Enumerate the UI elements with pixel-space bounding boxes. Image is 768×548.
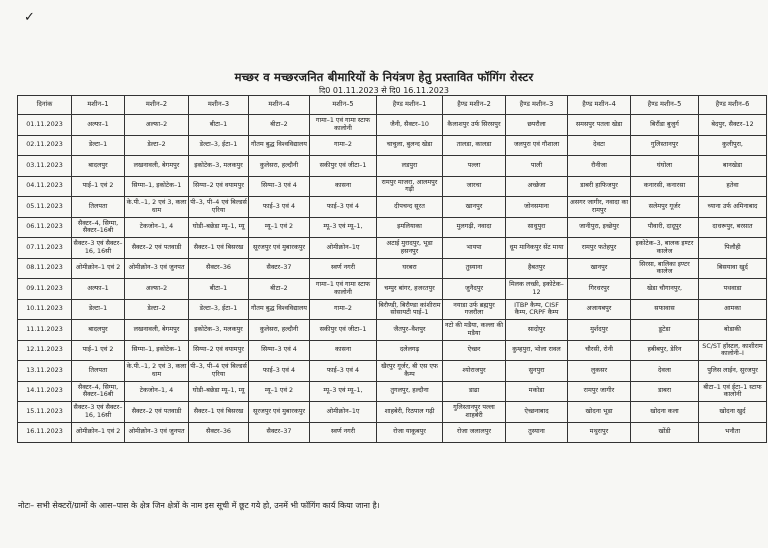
area-cell: अल्फा–2 bbox=[125, 279, 189, 300]
area-cell: दाधरूपुर, बरसात bbox=[699, 217, 767, 238]
area-cell: खानपुर bbox=[443, 197, 506, 218]
table-row bbox=[18, 238, 767, 259]
column-header: मशीन–4 bbox=[249, 96, 310, 115]
area-cell: रामपुर फतेहपुर bbox=[568, 238, 631, 259]
area-cell: के.पी.–1, 2 एवं 3, कला धाम bbox=[125, 361, 189, 382]
area-cell: चौरसी, रोनी bbox=[568, 340, 631, 361]
area-cell: बिरौंडा बुजुर्ग bbox=[631, 115, 699, 136]
area-cell: कासना bbox=[310, 340, 377, 361]
area-cell: नयाडा उर्फ ब्रह्मपुर गजरौला bbox=[443, 299, 506, 320]
area-cell: कुलेसरा, हल्दौनी bbox=[249, 156, 310, 177]
area-cell: पी–3, पी–4 एवं बिल्डर्स एरिया bbox=[189, 197, 249, 218]
area-cell: साधुपुरा bbox=[506, 217, 568, 238]
corner-tick-mark: ✓ bbox=[24, 10, 35, 25]
area-cell: तिलपता bbox=[72, 361, 125, 382]
area-cell: आमका bbox=[699, 299, 767, 320]
area-cell: खेडा चौगानपुर, bbox=[631, 279, 699, 300]
area-cell: अजायबपुर bbox=[568, 299, 631, 320]
table-row bbox=[18, 217, 767, 238]
column-header: मशीन–2 bbox=[125, 96, 189, 115]
document-title: मच्छर व मच्छरजनित बीमारियों के नियंत्रण हेतु प्रस्तावित फॉगिंग रोस्टर bbox=[234, 70, 534, 84]
area-cell: कासना bbox=[310, 176, 377, 197]
area-cell: दलेलगढ़ bbox=[377, 340, 443, 361]
area-cell: मुलगढ़ी, नवादा bbox=[443, 217, 506, 238]
area-cell: मिलक लच्छी, इकोटेक–12 bbox=[506, 279, 568, 300]
area-cell: बानखेडा bbox=[699, 156, 767, 177]
date-cell: 13.11.2023 bbox=[18, 361, 72, 382]
area-cell: पाई–1 एवं 2 bbox=[72, 340, 125, 361]
column-header: हैण्ड मशीन–5 bbox=[631, 96, 699, 115]
area-cell: अच्छेजा bbox=[506, 176, 568, 197]
area-cell: लुकसर bbox=[568, 361, 631, 382]
date-cell: 06.11.2023 bbox=[18, 217, 72, 238]
area-cell: रोजा याकूबपुर bbox=[377, 422, 443, 443]
area-cell: सिग्मा–1, इकोटेक–1 bbox=[125, 340, 189, 361]
area-cell: सैक्टर–1 एवं बिसरख bbox=[189, 238, 249, 259]
date-cell: 01.11.2023 bbox=[18, 115, 72, 136]
area-cell: गुलिस्तानपुर पल्ला शाहबेरी bbox=[443, 402, 506, 423]
area-cell: बीटा–1 एवं ईटा–1 स्टाफ कालोनी bbox=[699, 381, 767, 402]
column-header: हैण्ड मशीन–4 bbox=[568, 96, 631, 115]
column-header: हैण्ड मशीन–2 bbox=[443, 96, 506, 115]
area-cell: बोडाकी bbox=[699, 320, 767, 341]
area-cell: डूटेडा bbox=[631, 320, 699, 341]
table-row bbox=[18, 299, 767, 320]
table-row bbox=[18, 340, 767, 361]
area-cell: खानपुर bbox=[568, 258, 631, 279]
area-cell: म्यू–3 एवं म्यू–1, bbox=[310, 381, 377, 402]
area-cell: च्याना उर्फ अमिनाबाद bbox=[699, 197, 767, 218]
area-cell: लडपुरा bbox=[377, 156, 443, 177]
area-cell: टेकजोन–1, 4 bbox=[125, 381, 189, 402]
area-cell: देवटा bbox=[568, 135, 631, 156]
area-cell: पल्ला bbox=[443, 156, 506, 177]
column-header: मशीन–1 bbox=[72, 96, 125, 115]
area-cell: शाहबेरी, रिठपाल गढ़ी bbox=[377, 402, 443, 423]
date-cell: 09.11.2023 bbox=[18, 279, 72, 300]
area-cell: सैक्टर–3 एवं सैक्टर–16, 16सी bbox=[72, 238, 125, 259]
area-cell: धूम मानिकपुर सेंट माया bbox=[506, 238, 568, 259]
area-cell: बादलपुर bbox=[72, 320, 125, 341]
area-cell: मुर्शदपुर bbox=[568, 320, 631, 341]
area-cell: ओमीक्रोन–3 एवं जुनपत bbox=[125, 258, 189, 279]
table-row bbox=[18, 135, 767, 156]
area-cell: इकोटेक–3, मलकपुर bbox=[189, 320, 249, 341]
area-cell: पिलौही bbox=[699, 238, 767, 259]
area-cell: डेल्टा–2 bbox=[125, 299, 189, 320]
column-header: मशीन–3 bbox=[189, 96, 249, 115]
column-header: हैण्ड मशीन–6 bbox=[699, 96, 767, 115]
area-cell: ITBP कैम्प, CISF कैम्प, CRPF कैम्प bbox=[506, 299, 568, 320]
area-cell: रोजा जलालपुर bbox=[443, 422, 506, 443]
area-cell: दीपचन्द सूरत bbox=[377, 197, 443, 218]
fogging-roster-table bbox=[17, 95, 767, 443]
area-cell: नटो की मडैया, कल्ला की मडैया bbox=[443, 320, 506, 341]
area-cell: लखनावली, बेगमपुर bbox=[125, 156, 189, 177]
area-cell: सैक्टर–2 एवं पतवाडी bbox=[125, 238, 189, 259]
area-cell: सैक्टर–36 bbox=[189, 422, 249, 443]
area-cell: रामपुर जागीर bbox=[568, 381, 631, 402]
area-cell: पथवाडा bbox=[699, 279, 767, 300]
area-cell: तुगलपुर, हल्दौना bbox=[377, 381, 443, 402]
area-cell: कैलाशपुर उर्फ सिरसपुर bbox=[443, 115, 506, 136]
column-header: मशीन–5 bbox=[310, 96, 377, 115]
table-row bbox=[18, 115, 767, 136]
column-header: हैण्ड मशीन–3 bbox=[506, 96, 568, 115]
area-cell: तुस्याना bbox=[443, 258, 506, 279]
area-cell: देवला bbox=[631, 361, 699, 382]
area-cell: सूरजपुर एवं मुबारकपुर bbox=[249, 402, 310, 423]
area-cell: सूरजपुर एवं मुबारकपुर bbox=[249, 238, 310, 259]
area-cell: सैक्टर–37 bbox=[249, 422, 310, 443]
area-cell: सिग्मा–3 एवं 4 bbox=[249, 340, 310, 361]
area-cell: सैक्टर–2 एवं पतवाडी bbox=[125, 402, 189, 423]
area-cell: गामा–2 bbox=[310, 299, 377, 320]
area-cell: पाई–1 एवं 2 bbox=[72, 176, 125, 197]
area-cell: बीटा–2 bbox=[249, 115, 310, 136]
area-cell: इमलियाका bbox=[377, 217, 443, 238]
date-cell: 08.11.2023 bbox=[18, 258, 72, 279]
area-cell: पाली bbox=[506, 156, 568, 177]
area-cell: खोदना कला bbox=[631, 402, 699, 423]
area-cell: सिग्मा–2 एवं वयामपुर bbox=[189, 340, 249, 361]
area-cell: रामपुर माजरा, आलमपुर गढ़ी bbox=[377, 176, 443, 197]
area-cell: ऐच्छनाबाद bbox=[506, 402, 568, 423]
area-cell: खोदना भूडा bbox=[568, 402, 631, 423]
table-row bbox=[18, 279, 767, 300]
area-cell: गुलिस्तानपुर bbox=[631, 135, 699, 156]
date-cell: 07.11.2023 bbox=[18, 238, 72, 259]
area-cell: चम्पुर बांगर, हजरतपुर bbox=[377, 279, 443, 300]
area-cell: सैक्टर–1 एवं बिसरख bbox=[189, 402, 249, 423]
area-cell: बीटा–1 bbox=[189, 115, 249, 136]
area-cell: गामा–1 एवं गामा स्टाफ कालोनी bbox=[310, 115, 377, 136]
area-cell: ओमीक्रोन–1 एवं 2 bbox=[72, 258, 125, 279]
area-cell: ओमीक्रोन–1 एवं 2 bbox=[72, 422, 125, 443]
area-cell: घोडी–बछेडा म्यू–1, म्यू bbox=[189, 381, 249, 402]
area-cell: स्वर्ण नगरी bbox=[310, 258, 377, 279]
area-cell: तिलपता bbox=[72, 197, 125, 218]
area-cell: बिरौण्डी, बिरौण्डा कांशीराम सोसायटी पाई–1 bbox=[377, 299, 443, 320]
area-cell: के.पी.–1, 2 एवं 3, कला धाम bbox=[125, 197, 189, 218]
area-cell: सलेमपुर गूर्जर bbox=[631, 197, 699, 218]
area-cell: घरबरा bbox=[377, 258, 443, 279]
date-cell: 15.11.2023 bbox=[18, 402, 72, 423]
footer-note: नोटः– सभी सेक्टरों/ग्रामों के आस–पास के क्षेत्र जिन क्षेत्रों के नाम इस सूची में छूट गये हो, उनमें भी फॉगिंग कार्य किया जाना है। bbox=[18, 501, 380, 510]
area-cell: बीटा–1 bbox=[189, 279, 249, 300]
area-cell: बिसयावा खुर्द bbox=[699, 258, 767, 279]
area-cell: हैबतपुर bbox=[506, 258, 568, 279]
area-cell: अल्फा–2 bbox=[125, 115, 189, 136]
area-cell: ओमीक्रोन–1ए bbox=[310, 238, 377, 259]
date-cell: 14.11.2023 bbox=[18, 381, 72, 402]
area-cell: फाई–3 एवं 4 bbox=[310, 361, 377, 382]
document-date-range: दि0 01.11.2023 से दि0 16.11.2023 bbox=[318, 86, 449, 95]
area-cell: डेल्टा–1 bbox=[72, 299, 125, 320]
table-header-row bbox=[18, 96, 767, 115]
area-cell: सिरसा, बालिका इण्टर कालेज bbox=[631, 258, 699, 279]
area-cell: गिरधरपुर bbox=[568, 279, 631, 300]
area-cell: गामा–1 एवं गामा स्टाफ कालोनी bbox=[310, 279, 377, 300]
area-cell: असगर जागीर, नवादा का रामपुर bbox=[568, 197, 631, 218]
table-row bbox=[18, 156, 767, 177]
area-cell: खोदना खुर्द bbox=[699, 402, 767, 423]
table-row bbox=[18, 258, 767, 279]
area-cell: मथुरापुर bbox=[568, 422, 631, 443]
area-cell: ओमीक्रोन–3 एवं जुनपत bbox=[125, 422, 189, 443]
area-cell: समसपुर पतला खेडा bbox=[568, 115, 631, 136]
area-cell: म्यू–1 एवं 2 bbox=[249, 217, 310, 238]
area-cell: खैरपुर गूर्जर, बी एस एफ कैम्प bbox=[377, 361, 443, 382]
area-cell: पौवारी, दादूपुर bbox=[631, 217, 699, 238]
area-cell: जारचा bbox=[443, 176, 506, 197]
area-cell: डाबरा bbox=[631, 381, 699, 402]
area-cell: घंघोला bbox=[631, 156, 699, 177]
area-cell: मकोडा bbox=[506, 381, 568, 402]
area-cell: कुलीपुरा, bbox=[699, 135, 767, 156]
area-cell: चाचुला, बुलन्द खेडा bbox=[377, 135, 443, 156]
column-header: दिनांक bbox=[18, 96, 72, 115]
area-cell: खोंडी bbox=[631, 422, 699, 443]
area-cell: रौनीजा bbox=[568, 156, 631, 177]
area-cell: डेल्टा–3, ईटा–1 bbox=[189, 135, 249, 156]
area-cell: कुम्हपुरा, भोला रावल bbox=[506, 340, 568, 361]
area-cell: SC/ST हॉस्टल, काशीराम कालोनी–I bbox=[699, 340, 767, 361]
area-cell: गामा–2 bbox=[310, 135, 377, 156]
area-cell: तुस्याना bbox=[506, 422, 568, 443]
area-cell: सिग्मा–1, इकोटेक–1 bbox=[125, 176, 189, 197]
date-cell: 05.11.2023 bbox=[18, 197, 72, 218]
area-cell: डेल्टा–2 bbox=[125, 135, 189, 156]
area-cell: सफावास bbox=[631, 299, 699, 320]
date-cell: 04.11.2023 bbox=[18, 176, 72, 197]
area-cell: जानीपुरा, इच्छेपुर bbox=[568, 217, 631, 238]
table-row bbox=[18, 320, 767, 341]
area-cell: भनौता bbox=[699, 422, 767, 443]
area-cell: लखनावली, बेगमपुर bbox=[125, 320, 189, 341]
table-row bbox=[18, 361, 767, 382]
area-cell: अल्फा–1 bbox=[72, 279, 125, 300]
date-cell: 10.11.2023 bbox=[18, 299, 72, 320]
date-cell: 02.11.2023 bbox=[18, 135, 72, 156]
area-cell: फाई–3 एवं 4 bbox=[310, 197, 377, 218]
area-cell: सैक्टर–4, सिग्मा, सैक्टर–16बी bbox=[72, 217, 125, 238]
area-cell: सैक्टर–4, सिग्मा, सैक्टर–16बी bbox=[72, 381, 125, 402]
area-cell: सैक्टर–36 bbox=[189, 258, 249, 279]
table-row bbox=[18, 197, 767, 218]
area-cell: ऐच्छर bbox=[443, 340, 506, 361]
area-cell: जोनसमाना bbox=[506, 197, 568, 218]
area-cell: सिग्मा–2 एवं वयामपुर bbox=[189, 176, 249, 197]
area-cell: स्वर्ण नगरी bbox=[310, 422, 377, 443]
area-cell: हबीबपुर, डेरिन bbox=[631, 340, 699, 361]
area-cell: अल्फा–1 bbox=[72, 115, 125, 136]
area-cell: बीटा–2 bbox=[249, 279, 310, 300]
area-cell: बादलपुर bbox=[72, 156, 125, 177]
area-cell: पी–3, पी–4 एवं बिल्डर्स एरिया bbox=[189, 361, 249, 382]
area-cell: तालडा, कालडा bbox=[443, 135, 506, 156]
area-cell: गौतम बुद्ध विश्वविद्यालय bbox=[249, 135, 310, 156]
column-header: हैण्ड मशीन–1 bbox=[377, 96, 443, 115]
area-cell: डाढा bbox=[443, 381, 506, 402]
area-cell: टेकजोन–1, 4 bbox=[125, 217, 189, 238]
area-cell: सकीपुर एवं जीटा–1 bbox=[310, 320, 377, 341]
area-cell: हतेवा bbox=[699, 176, 767, 197]
table-row bbox=[18, 176, 767, 197]
date-cell: 12.11.2023 bbox=[18, 340, 72, 361]
table-body bbox=[18, 115, 767, 443]
table-row bbox=[18, 381, 767, 402]
date-cell: 03.11.2023 bbox=[18, 156, 72, 177]
area-cell: सैक्टर–3 एवं सैक्टर–16, 16सी bbox=[72, 402, 125, 423]
area-cell: इकोटेक–3, मलकपुर bbox=[189, 156, 249, 177]
area-cell: पुलिस लाईन, सुरजपुर bbox=[699, 361, 767, 382]
area-cell: घोडी–बछेडा म्यू–1, म्यू bbox=[189, 217, 249, 238]
area-cell: फाई–3 एवं 4 bbox=[249, 197, 310, 218]
area-cell: अटाई मुरादपुर, भूडा हसनपुर bbox=[377, 238, 443, 259]
area-cell: छपरौला bbox=[506, 115, 568, 136]
area-cell: सिग्मा–3 एवं 4 bbox=[249, 176, 310, 197]
area-cell: बेदपुर, सैक्टर–12 bbox=[699, 115, 767, 136]
area-cell: फाई–3 एवं 4 bbox=[249, 361, 310, 382]
area-cell: ओमीक्रोन–1ए bbox=[310, 402, 377, 423]
area-cell: जैनी, सैक्टर–10 bbox=[377, 115, 443, 136]
area-cell: म्यू–3 एवं म्यू–1, bbox=[310, 217, 377, 238]
area-cell: सैक्टर–37 bbox=[249, 258, 310, 279]
area-cell: सादोपुर bbox=[506, 320, 568, 341]
date-cell: 11.11.2023 bbox=[18, 320, 72, 341]
area-cell: भायपा bbox=[443, 238, 506, 259]
area-cell: जलपुरा एवं गौशाला bbox=[506, 135, 568, 156]
area-cell: सुनपुरा bbox=[506, 361, 568, 382]
area-cell: गौतम बुद्ध विश्वविद्यालय bbox=[249, 299, 310, 320]
table-row bbox=[18, 422, 767, 443]
date-cell: 16.11.2023 bbox=[18, 422, 72, 443]
area-cell: सकीपुर एवं जीटा–1 bbox=[310, 156, 377, 177]
area-cell: जुनैदपुर bbox=[443, 279, 506, 300]
area-cell: श्योराजपुर bbox=[443, 361, 506, 382]
table-row bbox=[18, 402, 767, 423]
area-cell: कुलेसरा, हल्दौनी bbox=[249, 320, 310, 341]
area-cell: डेल्टा–1 bbox=[72, 135, 125, 156]
area-cell: डेल्टा–3, ईटा–1 bbox=[189, 299, 249, 320]
area-cell: जैतपुर–वैशपुर bbox=[377, 320, 443, 341]
area-cell: म्यू–1 एवं 2 bbox=[249, 381, 310, 402]
area-cell: डाबरी हाफिजपुर bbox=[568, 176, 631, 197]
area-cell: इकोटेक–3, बालक इण्टर कालेज bbox=[631, 238, 699, 259]
area-cell: कनारसी, कनारसा bbox=[631, 176, 699, 197]
